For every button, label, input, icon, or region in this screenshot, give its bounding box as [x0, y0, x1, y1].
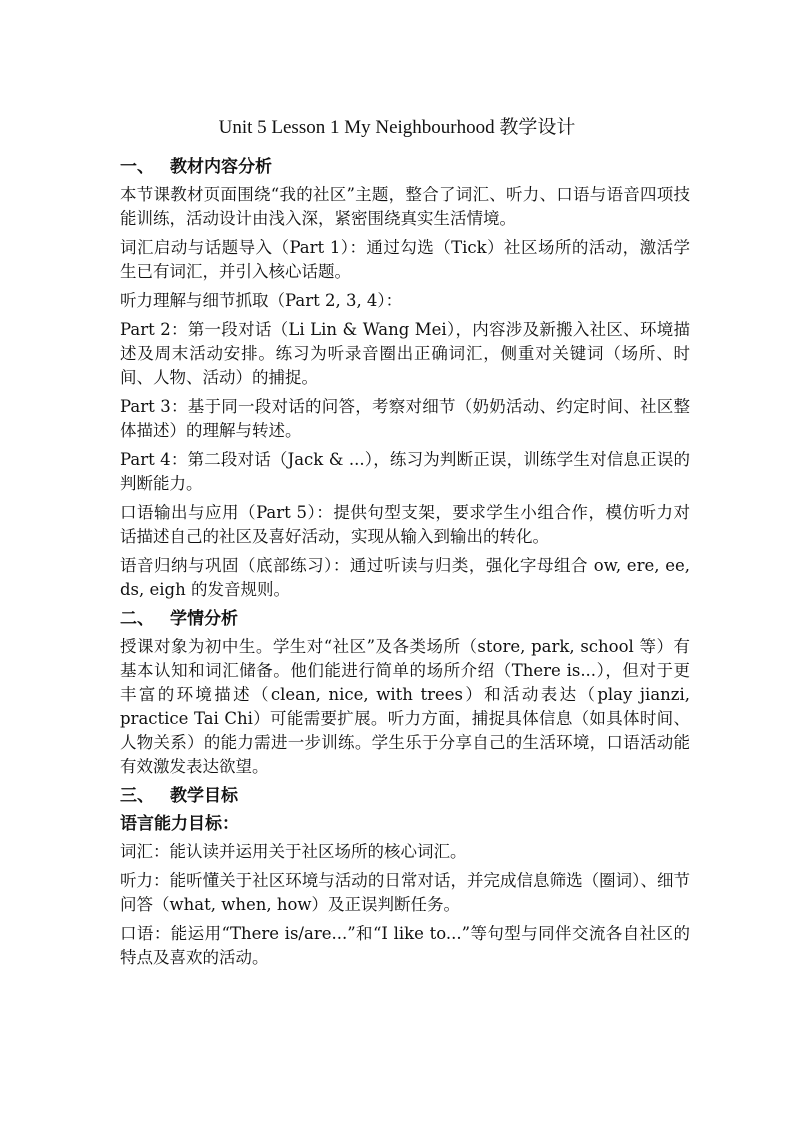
document-title: Unit 5 Lesson 1 My Neighbourhood 教学设计	[218, 117, 576, 138]
paragraph: 词汇启动与话题导入（Part 1）：通过勾选（Tick）社区场所的活动，激活学生已有词汇，并引入核心话题。	[120, 238, 690, 281]
paragraph: Part 2：第一段对话（Li Lin & Wang Mei），内容涉及新搬入社区、环境描述及周末活动安排。练习为听录音圈出正确词汇，侧重对关键词（场所、时间、人物、活动）的捕捉。	[120, 320, 690, 387]
document-body	[120, 150, 690, 970]
paragraph: 听力：能听懂关于社区环境与活动的日常对话，并完成信息筛选（圈词）、细节问答（what, when, how）及正误判断任务。	[120, 871, 690, 914]
paragraph: 听力理解与细节抓取（Part 2, 3, 4）：	[120, 291, 403, 310]
paragraph: 授课对象为初中生。学生对“社区”及各类场所（store, park, school 等）有基本认知和词汇储备。他们能进行简单的场所介绍（There is...），但对于更丰富的环境描述（clean, nice, with trees）和活动表达（play jianzi, practice Tai Chi）可能需要扩展。听力方面，捕捉具体信息（如具体时间、人物关系）的能力需进一步训练。学生乐于分享自己的生活环境，口语活动能有效激发表达欲望。	[120, 637, 690, 776]
paragraph: 词汇：能认读并运用关于社区场所的核心词汇。	[120, 842, 467, 861]
section-heading-1	[120, 155, 690, 179]
section-title: 学情分析	[170, 609, 238, 629]
paragraph: Part 4：第二段对话（Jack & ...），练习为判断正误，训练学生对信息正误的判断能力。	[120, 450, 690, 493]
paragraph: Part 3：基于同一段对话的问答，考察对细节（奶奶活动、约定时间、社区整体描述）的理解与转述。	[120, 397, 690, 440]
section-title: 教学目标	[170, 786, 238, 806]
section-heading-3	[120, 784, 690, 808]
paragraph: 本节课教材页面围绕“我的社区”主题，整合了词汇、听力、口语与语音四项技能训练，活动设计由浅入深，紧密围绕真实生活情境。	[120, 185, 690, 228]
section-number: 三、	[120, 786, 154, 806]
paragraph: 口语：能运用“There is/are...”和“I like to...”等句型与同伴交流各自社区的特点及喜欢的活动。	[120, 924, 690, 967]
section-heading-2	[120, 607, 690, 631]
subsection-heading: 语言能力目标：	[120, 814, 239, 834]
paragraph: 口语输出与应用（Part 5）：提供句型支架，要求学生小组合作，模仿听力对话描述自己的社区及喜好活动，实现从输入到输出的转化。	[120, 503, 690, 546]
section-number: 二、	[120, 609, 154, 629]
section-title: 教材内容分析	[170, 157, 272, 177]
section-number: 一、	[120, 157, 154, 177]
paragraph: 语音归纳与巩固（底部练习）：通过听读与归类，强化字母组合 ow, ere, ee, ds, eigh 的发音规则。	[120, 556, 690, 599]
